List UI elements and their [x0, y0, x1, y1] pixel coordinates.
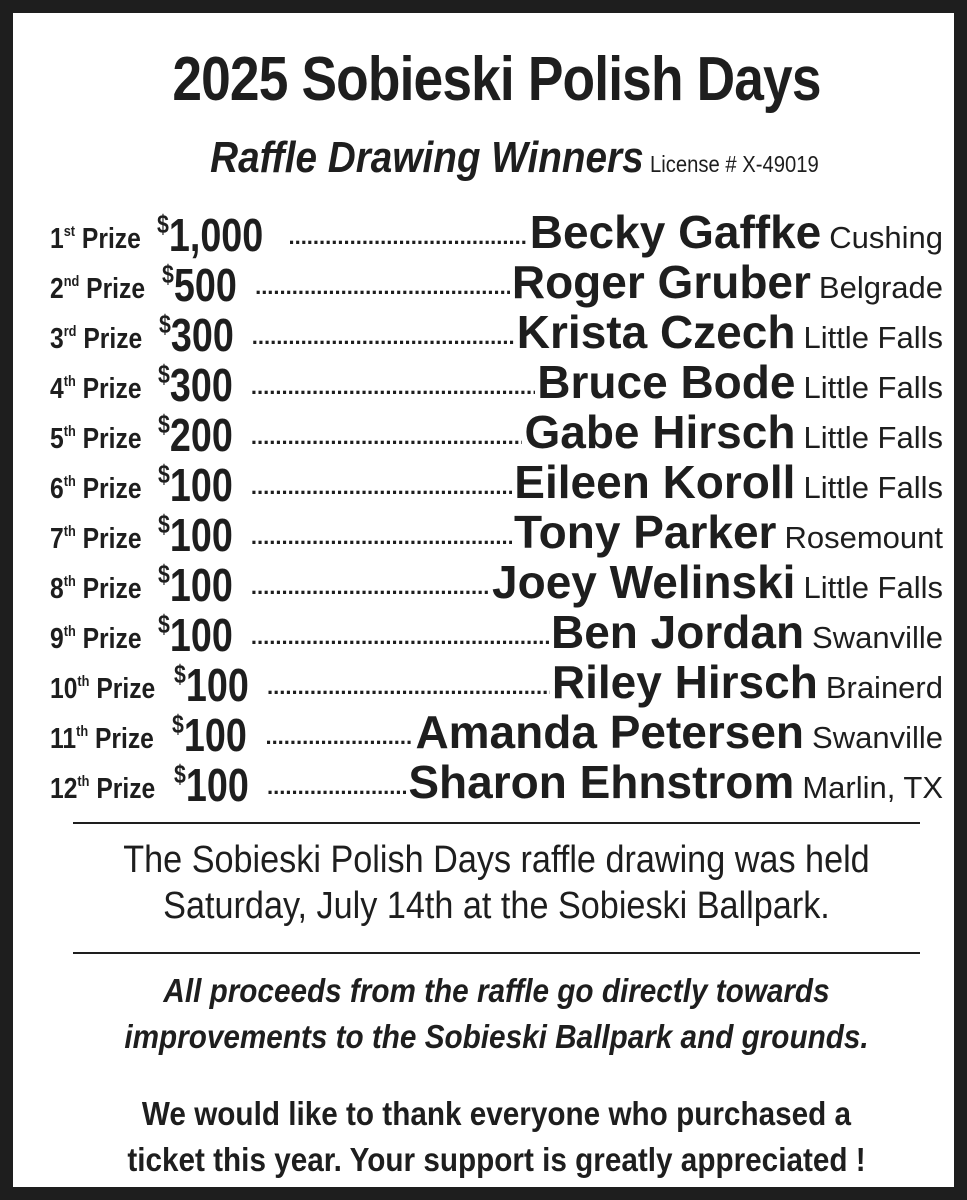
proceeds-line: improvements to the Sobieski Ballpark and grounds.: [124, 1018, 869, 1055]
prize-amount: [156, 201, 264, 261]
prize-amount: [172, 701, 248, 761]
subtitle-line: [13, 130, 967, 196]
prize-number: 3: [50, 323, 64, 355]
prize-label: Prize: [82, 573, 142, 605]
prize-label: Prize: [82, 373, 142, 405]
proceeds-note: [61, 968, 931, 1060]
prize-label: Prize: [82, 423, 142, 455]
prize-amount-value: 100: [169, 559, 233, 611]
winner-town: Belgrade: [818, 270, 943, 305]
prize-amount: [157, 351, 233, 411]
winner: [524, 406, 943, 458]
winner: [529, 206, 943, 258]
prize-amount: [157, 451, 233, 511]
prize-ordinal-suffix: th: [63, 423, 76, 440]
prize-place: [50, 713, 172, 758]
prize-place: [50, 663, 174, 708]
currency-symbol: $: [173, 759, 186, 789]
winner-town: Rosemount: [784, 520, 943, 555]
page-title: 2025 Sobieski Polish Days: [172, 45, 821, 114]
dot-leader: [252, 323, 515, 351]
prize-number: 2: [50, 273, 64, 305]
winner-name: Amanda Petersen: [415, 706, 805, 758]
dot-leader: [267, 673, 550, 701]
winner: [514, 456, 943, 508]
winner-name: Ben Jordan: [551, 606, 805, 658]
drawing-note: [61, 837, 931, 929]
prize-amount-value: 100: [169, 459, 233, 511]
prize-amount: [173, 751, 249, 811]
winner: [513, 506, 943, 558]
dot-leader: [251, 523, 512, 551]
prize-number: 5: [50, 423, 64, 455]
winner-name: Eileen Koroll: [514, 456, 796, 508]
prize-amount-value: 200: [169, 409, 233, 461]
prize-place: [50, 213, 157, 258]
prize-amount: [161, 251, 237, 311]
winner-town: Little Falls: [803, 420, 943, 455]
prize-list: [50, 206, 943, 811]
prize-label: Prize: [96, 673, 156, 705]
prize-amount-value: 100: [185, 759, 249, 811]
winner-name: Becky Gaffke: [529, 206, 822, 258]
prize-label: Prize: [86, 273, 146, 305]
dot-leader: [251, 473, 512, 501]
prize-amount: [173, 651, 249, 711]
winner: [415, 706, 943, 758]
prize-ordinal-suffix: st: [63, 223, 76, 240]
currency-symbol: $: [157, 609, 170, 639]
winner-name: Riley Hirsch: [551, 656, 818, 708]
winner: [408, 756, 943, 808]
prize-ordinal-suffix: th: [63, 573, 76, 590]
winner-name: Gabe Hirsch: [524, 406, 796, 458]
winner-name: Krista Czech: [516, 306, 796, 358]
winner: [516, 306, 943, 358]
winner-town: Swanville: [812, 620, 943, 655]
prize-number: 6: [50, 473, 64, 505]
thank-you-line: ticket this year. Your support is greatly appreciated !: [127, 1141, 866, 1178]
prize-row: [50, 756, 943, 811]
prize-number: 8: [50, 573, 64, 605]
currency-symbol: $: [157, 409, 170, 439]
prize-label: Prize: [82, 623, 142, 655]
prize-amount: [158, 301, 234, 361]
dot-leader: [251, 373, 535, 401]
license-number: License # X-49019: [650, 151, 819, 177]
currency-symbol: $: [172, 709, 185, 739]
winner: [551, 606, 943, 658]
winner-name: Tony Parker: [513, 506, 777, 558]
winner-name: Roger Gruber: [511, 256, 811, 308]
prize-place: [50, 263, 162, 308]
winner: [537, 356, 943, 408]
currency-symbol: $: [157, 559, 170, 589]
winner-town: Little Falls: [803, 320, 943, 355]
winner: [492, 556, 943, 608]
prize-amount-value: 100: [184, 709, 248, 761]
prize-place: [50, 513, 158, 558]
prize-ordinal-suffix: rd: [63, 323, 77, 340]
prize-number: 1: [50, 223, 64, 255]
proceeds-line: All proceeds from the raffle go directly towards: [163, 972, 830, 1009]
prize-amount-value: 100: [169, 509, 233, 561]
prize-ordinal-suffix: th: [77, 773, 90, 790]
prize-amount-value: 300: [170, 309, 234, 361]
currency-symbol: $: [157, 359, 170, 389]
currency-symbol: $: [173, 659, 186, 689]
winner-town: Brainerd: [825, 670, 943, 705]
currency-symbol: $: [157, 459, 170, 489]
winner: [511, 256, 943, 308]
prize-amount-value: 1,000: [168, 209, 264, 261]
winner-town: Swanville: [812, 720, 943, 755]
prize-amount-value: 300: [169, 359, 233, 411]
prize-place: [50, 763, 174, 808]
prize-ordinal-suffix: nd: [63, 273, 80, 290]
winner-town: Marlin, TX: [802, 770, 943, 805]
thank-you-line: We would like to thank everyone who purchased a: [141, 1095, 852, 1132]
thank-you-note: [61, 1091, 931, 1183]
prize-label: Prize: [82, 473, 142, 505]
prize-amount: [157, 401, 233, 461]
currency-symbol: $: [158, 309, 171, 339]
prize-place: [50, 463, 158, 508]
winner-name: Sharon Ehnstrom: [408, 756, 795, 808]
prize-number: 11: [50, 723, 77, 755]
winner: [551, 656, 943, 708]
winner-town: Little Falls: [803, 370, 943, 405]
currency-symbol: $: [156, 209, 169, 239]
winner-town: Little Falls: [803, 570, 943, 605]
prize-amount: [157, 501, 233, 561]
winner-name: Bruce Bode: [537, 356, 796, 408]
prize-number: 9: [50, 623, 64, 655]
prize-place: [50, 563, 158, 608]
prize-label: Prize: [96, 773, 156, 805]
prize-ordinal-suffix: th: [63, 523, 76, 540]
dot-leader: [288, 223, 527, 251]
divider: [73, 822, 920, 824]
divider: [73, 952, 920, 954]
drawing-note-line: Saturday, July 14th at the Sobieski Ballpark.: [163, 885, 830, 927]
prize-place: [50, 363, 158, 408]
dot-leader: [267, 773, 406, 801]
prize-ordinal-suffix: th: [76, 723, 89, 740]
prize-place: [50, 413, 158, 458]
winner-town: Cushing: [829, 220, 943, 255]
prize-number: 7: [50, 523, 64, 555]
prize-amount-value: 100: [169, 609, 233, 661]
prize-label: Prize: [94, 723, 154, 755]
prize-number: 4: [50, 373, 64, 405]
winner-name: Joey Welinski: [492, 556, 796, 608]
prize-place: [50, 313, 159, 358]
prize-amount-value: 100: [185, 659, 249, 711]
winner-town: Little Falls: [803, 470, 943, 505]
prize-amount-value: 500: [173, 259, 237, 311]
prize-label: Prize: [81, 223, 141, 255]
drawing-note-line: The Sobieski Polish Days raffle drawing was held: [123, 839, 870, 881]
prize-ordinal-suffix: th: [63, 373, 76, 390]
currency-symbol: $: [157, 509, 170, 539]
subtitle: Raffle Drawing Winners: [210, 133, 644, 182]
dot-leader: [251, 573, 490, 601]
prize-amount: [157, 551, 233, 611]
dot-leader: [251, 423, 523, 451]
prize-number: 12: [50, 773, 78, 805]
dot-leader: [255, 273, 510, 301]
prize-ordinal-suffix: th: [77, 673, 90, 690]
dot-leader: [251, 623, 549, 651]
prize-number: 10: [50, 673, 78, 705]
prize-ordinal-suffix: th: [63, 473, 76, 490]
prize-label: Prize: [83, 323, 143, 355]
prize-amount: [157, 601, 233, 661]
prize-label: Prize: [82, 523, 142, 555]
prize-place: [50, 613, 158, 658]
dot-leader: [265, 723, 413, 751]
currency-symbol: $: [161, 259, 174, 289]
prize-ordinal-suffix: th: [63, 623, 76, 640]
